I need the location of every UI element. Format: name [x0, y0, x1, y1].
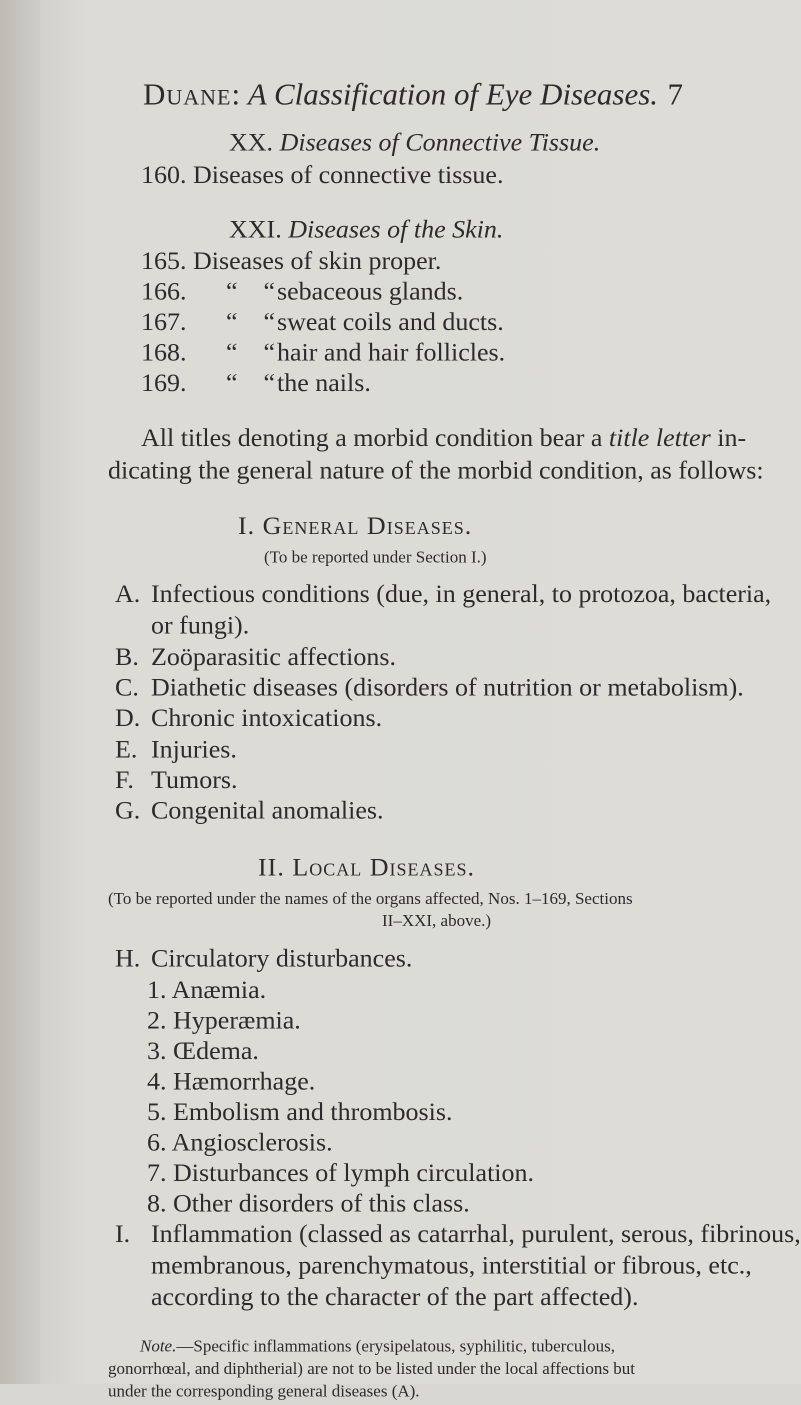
list-item: 160. Diseases of connective tissue. [141, 160, 504, 190]
list-item: 166. “ “ sebaceous glands. [141, 276, 464, 306]
intro-paragraph-line-1: All titles denoting a morbid condition bear a title letter in- [141, 423, 747, 453]
section-xxi-heading [229, 215, 503, 245]
list-item: 3. Œdema. [147, 1036, 259, 1065]
list-item: 8. Other disorders of this class. [147, 1188, 470, 1218]
list-item: A. Infectious conditions (due, in general, to protozoa, bacteria, [115, 579, 772, 608]
section-xxi-numeral: XXI. [229, 214, 282, 244]
header-separator: : [231, 76, 241, 112]
list-item: G. Congenital anomalies. [115, 795, 384, 825]
ditto-mark: “ “ [226, 337, 276, 367]
list-item: 169. “ “ the nails. [141, 368, 371, 397]
ditto-mark: “ “ [226, 276, 276, 306]
list-item-continuation: membranous, parenchymatous, interstitial or fibrous, etc., [151, 1250, 752, 1280]
header-author: Duane [143, 76, 232, 112]
list-item: 168. “ “ hair and hair follicles. [141, 337, 506, 367]
list-item: B. Zoöparasitic affections. [115, 642, 396, 671]
list-item: 4. Hæmorrhage. [147, 1066, 316, 1096]
list-item-continuation: or fungi). [151, 610, 250, 640]
page-gutter-shadow [0, 0, 40, 1384]
general-diseases-heading: I. General Diseases. [238, 511, 473, 540]
running-header [143, 77, 683, 112]
list-item: 6. Angiosclerosis. [147, 1127, 333, 1157]
list-item: I. Inflammation (classed as catarrhal, purulent, serous, fibrinous, [115, 1219, 801, 1248]
section-xx-heading [229, 128, 600, 158]
note-line-3: under the corresponding general diseases (A). [108, 1381, 420, 1401]
note-line-1: Note.—Specific inflammations (erysipelatous, syphilitic, tuberculous, [140, 1336, 615, 1356]
page-number: 7 [667, 76, 683, 112]
ditto-mark: “ “ [226, 368, 276, 397]
list-item: D. Chronic intoxications. [115, 703, 383, 732]
ditto-mark: “ “ [226, 307, 276, 336]
section-xxi-title: Diseases of the Skin. [288, 214, 504, 244]
list-item: 7. Disturbances of lymph circulation. [147, 1158, 535, 1187]
list-item: 1. Anæmia. [147, 975, 267, 1004]
note-label: Note. [140, 1336, 177, 1356]
list-item: C. Diathetic diseases (disorders of nutrition or metabolism). [115, 672, 744, 702]
section-xx-title: Diseases of Connective Tissue. [279, 128, 601, 157]
local-diseases-heading: II. Local Diseases. [258, 853, 475, 882]
section-xx-numeral: XX. [229, 128, 274, 157]
list-item: H. Circulatory disturbances. [115, 943, 413, 973]
list-item: 5. Embolism and thrombosis. [147, 1097, 453, 1126]
local-diseases-subheading-line-2: II–XXI, above.) [382, 911, 492, 930]
intro-paragraph-line-2: dicating the general nature of the morbid condition, as follows: [108, 456, 764, 485]
list-item-continuation: according to the character of the part affected). [151, 1282, 639, 1312]
list-item: 165. Diseases of skin proper. [141, 246, 442, 275]
general-diseases-subheading: (To be reported under Section I.) [264, 547, 487, 567]
list-item: F. Tumors. [115, 765, 238, 794]
header-title: A Classification of Eye Diseases. [247, 76, 659, 112]
note-line-2: gonorrhœal, and diphtherial) are not to be listed under the local affections but [108, 1359, 635, 1379]
local-diseases-subheading-line-1: (To be reported under the names of the organs affected, Nos. 1–169, Sections [108, 889, 633, 909]
list-item: 167. “ “ sweat coils and ducts. [141, 307, 504, 336]
list-item: E. Injuries. [115, 734, 237, 764]
list-item: 2. Hyperæmia. [147, 1005, 301, 1035]
